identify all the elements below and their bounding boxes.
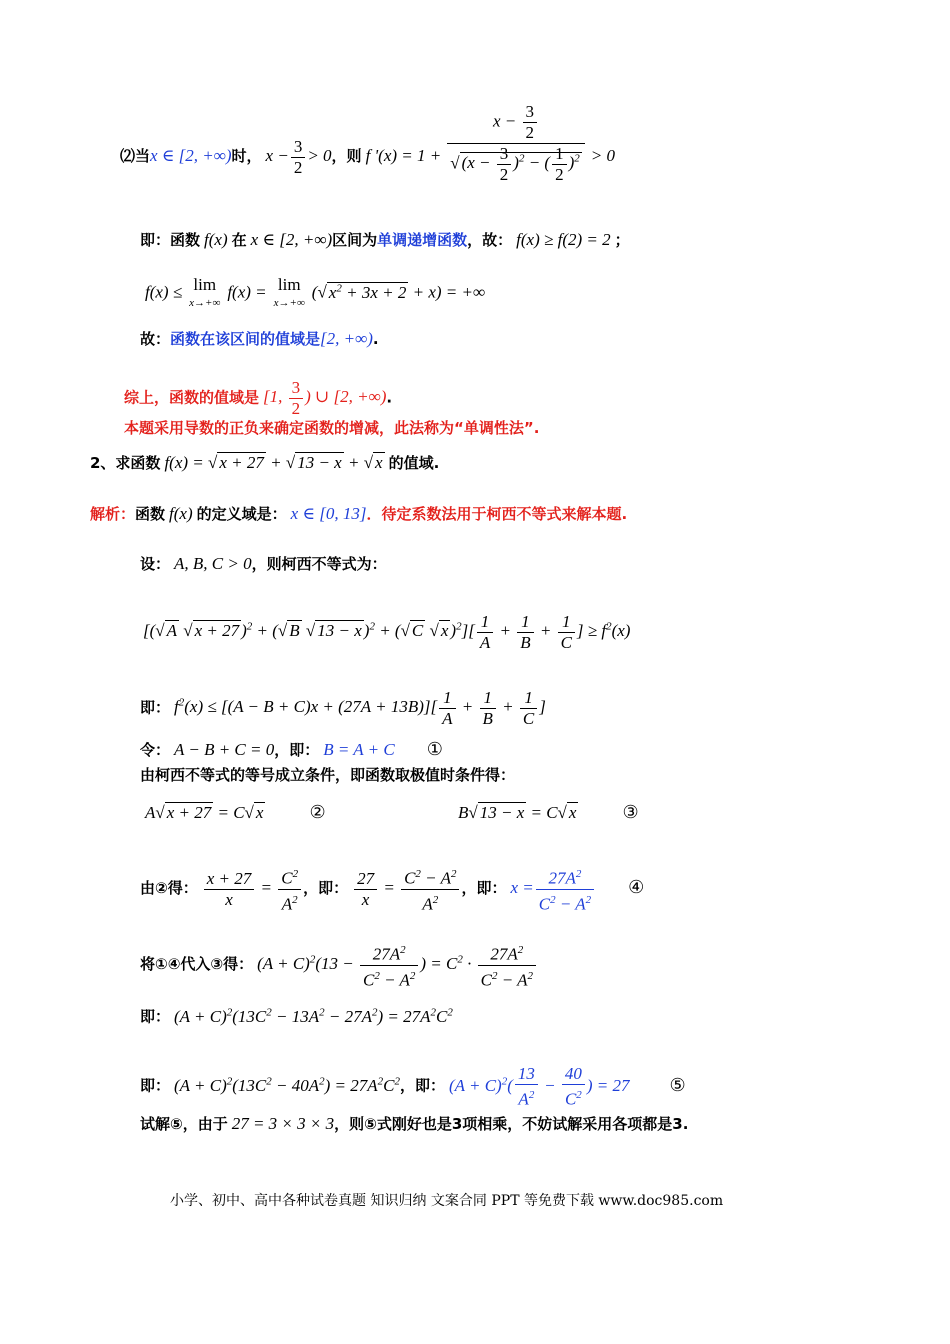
- monotone-line: 即：函数 f(x) 在 x ∈ [2, +∞)区间为单调递增函数，故： f(x) ≥ f(2) = 2 ；: [140, 230, 630, 249]
- let-line: 令： A − B + C = 0，即： B = A + C ①: [140, 739, 443, 760]
- solution-label: 解析：: [90, 505, 136, 523]
- try-line: 试解⑤，由于 27 = 3 × 3 × 3，则⑤式刚好也是3项相乘，不妨试解采用各项都是3.: [140, 1114, 689, 1133]
- case2-line: ⑵当x ∈ [2, +∞)时， x − $\frac{3}{2}$ > 0，则 f '(x) = 1 + x − $\frac{3}{2}$ √ (x − $\frac{3}{2}$ )$^2$ − ( $\frac{1}{2}$ )$^2$ > 0: [120, 102, 615, 184]
- math-domain-interval: x ∈ [2, +∞): [150, 146, 232, 166]
- case2-time-word: 时，: [231, 147, 262, 166]
- lim-2: lim x→+∞: [273, 275, 305, 309]
- limit-line: f(x) ≤ lim x→+∞ f(x) = lim x→+∞ (√ $x^2 + 3x + 2 + x$) = +∞: [145, 276, 485, 312]
- expand-line-1: 即： $(A + C)^2(13C^2 - 13A^2 - 27A^2) = 27A^2C^2$: [140, 1006, 453, 1026]
- set-line: 设： A, B, C > 0，则柯西不等式为：: [140, 554, 387, 573]
- expand-line-2: 即： $(A + C)^2(13C^2 - 40A^2) = 27A^2C^2$，即： $(A + C)^2$( $\frac{13}{A^2}$ − $\frac{40}{C^2}$ ) = 27 ⑤: [140, 1064, 686, 1109]
- frac-derivative: x − $\frac{3}{2}$ √ (x − $\frac{3}{2}$ )$^2$ − ( $\frac{1}{2}$ )$^2$: [447, 102, 585, 185]
- math-derivative: f '(x) = 1 +: [365, 146, 442, 166]
- case2-then: ，则: [331, 147, 362, 166]
- problem-2: 2、求函数 f(x) = √ x + 27 + √ 13 − x + √ x 的值域.: [90, 453, 440, 472]
- method-note: 本题采用导数的正负来确定函数的增减，此法称为“单调性法”.: [124, 419, 540, 437]
- case2-prefix: ⑵当: [120, 147, 151, 166]
- from-eq2: 由②得： $\frac{x + 27}{x}$ = $\frac{C^2}{A^2}$ ，即： $\frac{27}{x}$ = $\frac{C^2 - A^2}{A^2}$ ，即： x = $\frac{27A^2}{C^2 - A^2}$ ④: [140, 864, 644, 914]
- eq-3: B√ 13 − x = C√ x ③: [458, 802, 639, 823]
- frac-3-2: $\frac{3}{2}$: [291, 137, 306, 178]
- page-footer: 小学、初中、高中各种试卷真题 知识归纳 文案合同 PPT 等免费下载 www.doc985.com: [170, 1193, 724, 1209]
- cauchy-expanded: 即： $f^2(x) \le [(A - B + C)x + (27A + 13B)]$[ $\frac{1}{A}$ + $\frac{1}{B}$ + $\frac{1}{C}$ ]: [140, 688, 546, 728]
- cauchy-inequality: [(√ A √ x + 27 )$^2$ + (√ B √ 13 − x )$^2$ + (√ C √ x )$^2$][ $\frac{1}{A}$ + $\frac{1}{B}$ + $\frac{1}{C}$ ] ≥ $f^2(x)$: [143, 612, 631, 652]
- solution-line: 解析：函数 f(x) 的定义域是： x ∈ [0, 13]．待定系数法用于柯西不等式来解本题.: [90, 504, 628, 523]
- lim-1: lim x→+∞: [189, 275, 221, 309]
- eq-2: A√ x + 27 = C√ x ②: [145, 802, 326, 823]
- monotone-increasing-text: 单调递增函数: [377, 231, 468, 249]
- problem-function: f(x) = √ x + 27 + √ 13 − x + √ x: [164, 453, 383, 472]
- summary-line: 综上，函数的值域是 [1, $\frac{3}{2}$ ) ∪ [2, +∞).: [124, 378, 393, 418]
- substitute-line: 将①④代入③得： $(A + C)^2(13$ − $\frac{27A^2}{C^2 - A^2}$ ) = $C^2$ · $\frac{27A^2}{C^2 - A^2}$: [140, 940, 538, 990]
- range-line: 故：函数在该区间的值域是[2, +∞).: [140, 329, 379, 348]
- math-x-minus-frac: x −: [265, 146, 289, 166]
- equality-text: 由柯西不等式的等号成立条件，即函数取极值时条件得：: [140, 766, 516, 784]
- summary-label: 综上，函数的值域是: [124, 388, 260, 407]
